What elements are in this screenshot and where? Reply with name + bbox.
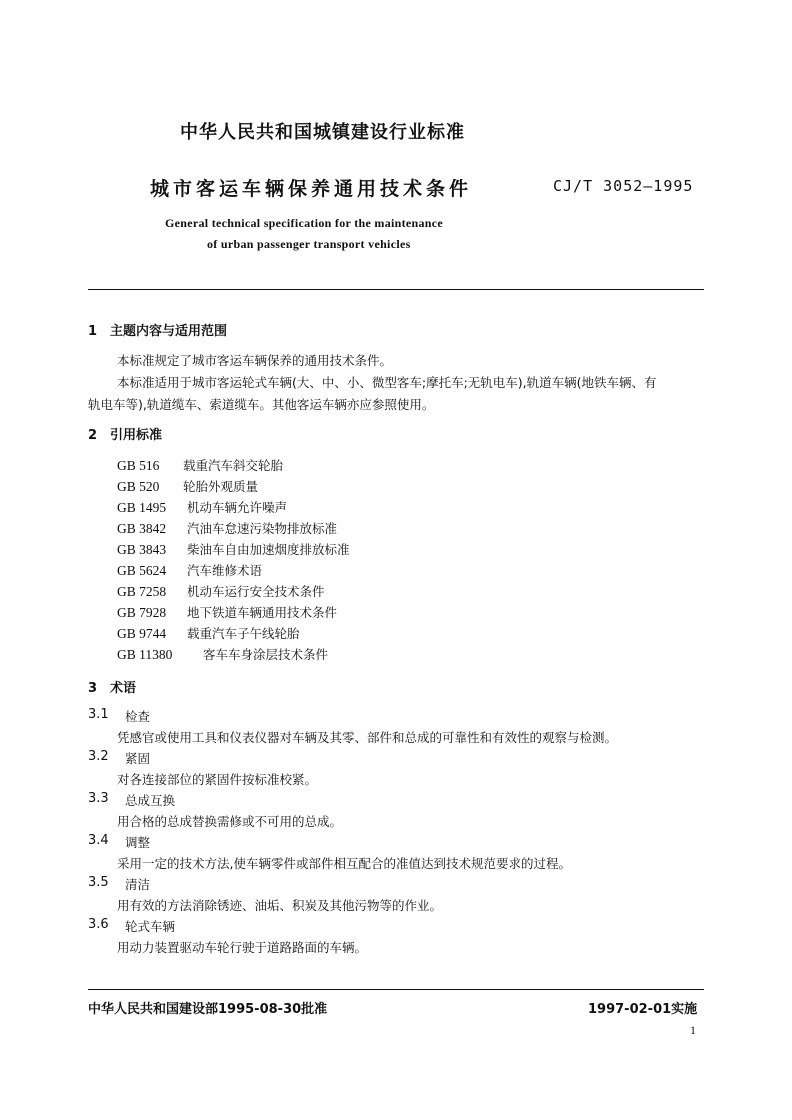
reference-item — [117, 540, 350, 558]
term-number: 3.2 — [88, 749, 109, 764]
term-number: 3.3 — [88, 791, 109, 806]
reference-title: 机动车辆允许噪声 — [187, 500, 288, 515]
reference-title: 地下铁道车辆通用技术条件 — [187, 605, 338, 620]
reference-code: GB 1495 — [117, 500, 167, 515]
standard-title-en-line1: General technical specification for the maintenance — [165, 216, 444, 230]
reference-title: 机动车运行安全技术条件 — [187, 584, 325, 599]
term-number: 3.1 — [88, 707, 109, 722]
term-number: 3.4 — [88, 833, 109, 848]
reference-item — [117, 645, 328, 663]
reference-code: GB 11380 — [117, 647, 173, 662]
issuer-title: 中华人民共和国城镇建设行业标准 — [180, 122, 465, 143]
implementation-date: 1997-02-01实施 — [588, 1002, 698, 1017]
reference-title: 载重汽车子午线轮胎 — [187, 626, 300, 641]
reference-item — [117, 519, 337, 537]
term-name: 紧固 — [125, 751, 151, 766]
term-definition: 采用一定的技术方法,使车辆零件或部件相互配合的准值达到技术规范要求的过程。 — [117, 856, 571, 871]
reference-title: 客车车身涂层技术条件 — [203, 647, 329, 662]
reference-code: GB 520 — [117, 479, 160, 494]
section-1-para-2-line-2: 轨电车等),轨道缆车、索道缆车。其他客运车辆亦应参照使用。 — [88, 397, 435, 412]
section-2-heading: 2 引用标准 — [88, 428, 163, 443]
term-definition: 用合格的总成替换需修或不可用的总成。 — [117, 814, 343, 829]
reference-code: GB 516 — [117, 458, 160, 473]
reference-item — [117, 498, 287, 516]
reference-item — [117, 624, 300, 642]
term-name: 轮式车辆 — [125, 919, 176, 934]
section-1-para-2-line-1: 本标准适用于城市客运轮式车辆(大、中、小、微型客车;摩托车;无轨电车),轨道车辆(地铁车辆、有 — [117, 375, 657, 390]
reference-code: GB 7258 — [117, 584, 167, 599]
header-divider — [88, 289, 704, 290]
reference-item — [117, 456, 283, 474]
reference-item — [117, 582, 325, 600]
reference-code: GB 5624 — [117, 563, 167, 578]
term-name: 清洁 — [125, 877, 151, 892]
reference-item — [117, 477, 258, 495]
reference-code: GB 3843 — [117, 542, 167, 557]
page-number: 1 — [690, 1023, 696, 1037]
reference-title: 轮胎外观质量 — [183, 479, 259, 494]
term-name: 调整 — [125, 835, 151, 850]
reference-item — [117, 603, 337, 621]
footer-divider — [88, 989, 704, 990]
term-name: 检查 — [125, 709, 151, 724]
term-number: 3.6 — [88, 917, 109, 932]
reference-title: 汽油车怠速污染物排放标准 — [187, 521, 338, 536]
section-1-para-1: 本标准规定了城市客运车辆保养的通用技术条件。 — [117, 353, 393, 368]
reference-title: 载重汽车斜交轮胎 — [183, 458, 284, 473]
term-definition: 凭感官或使用工具和仪表仪器对车辆及其零、部件和总成的可靠性和有效性的观察与检测。 — [117, 730, 618, 745]
standard-title-en-line2: of urban passenger transport vehicles — [207, 237, 411, 251]
term-definition: 用有效的方法消除锈迹、油垢、积炭及其他污物等的作业。 — [117, 898, 443, 913]
reference-title: 柴油车自由加速烟度排放标准 — [187, 542, 350, 557]
reference-item — [117, 561, 262, 579]
term-number: 3.5 — [88, 875, 109, 890]
reference-code: GB 3842 — [117, 521, 167, 536]
reference-title: 汽车维修术语 — [187, 563, 263, 578]
standard-title-cn: 城市客运车辆保养通用技术条件 — [150, 178, 473, 200]
section-1-heading: 1 主题内容与适用范围 — [88, 324, 228, 339]
section-3-heading: 3 术语 — [88, 681, 137, 696]
reference-code: GB 7928 — [117, 605, 167, 620]
term-definition: 对各连接部位的紧固件按标准校紧。 — [117, 772, 318, 787]
reference-code: GB 9744 — [117, 626, 167, 641]
term-name: 总成互换 — [125, 793, 176, 808]
approval-statement: 中华人民共和国建设部1995-08-30批准 — [88, 1002, 328, 1017]
standard-number: CJ/T 3052—1995 — [553, 177, 694, 195]
term-definition: 用动力装置驱动车轮行驶于道路路面的车辆。 — [117, 940, 368, 955]
